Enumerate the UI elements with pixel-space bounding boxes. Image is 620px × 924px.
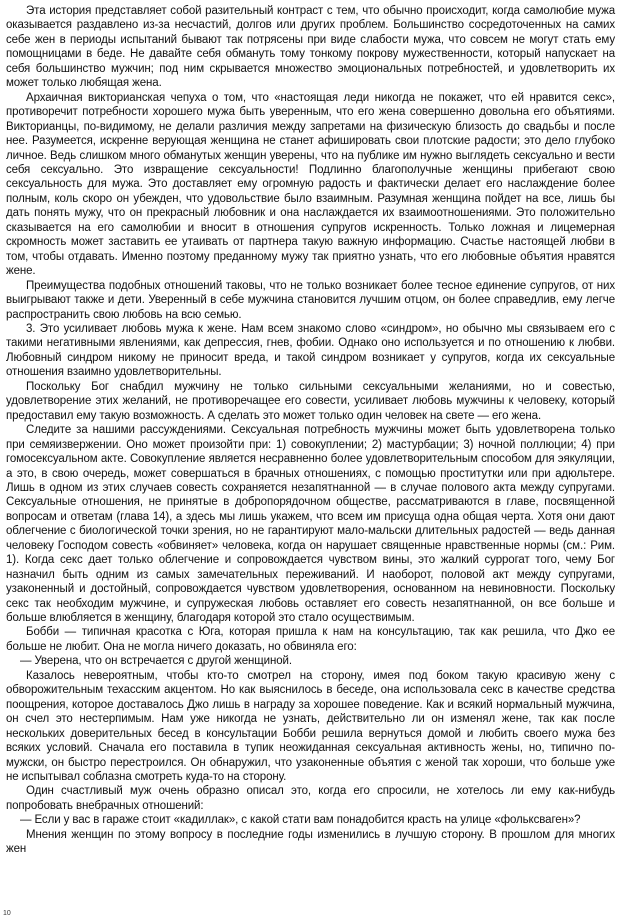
paragraph: Поскольку Бог снабдил мужчину не только сильными сексуальными желаниями, но и совестью, удовлетворение этих желаний, не противоречащее его совести, усиливает любовь мужчины к человеку, который предоставил ему такую возможность. А сделать это может только один человек на свете — его жена.	[6, 380, 615, 422]
document-page	[6, 4, 615, 857]
dialogue-line: — Если у вас в гараже стоит «кадиллак», с какой стати вам понадобится красть на улице «фольксваген»?	[20, 814, 581, 827]
paragraph: Бобби — типичная красотка с Юга, которая пришла к нам на консультацию, так как решила, что Джо ее больше не любит. Она не могла ничего доказать, но обвиняла его:	[6, 626, 615, 653]
paragraph: Следите за нашими рассуждениями. Сексуальная потребность мужчины может быть удовлетворена только при семяизвержении. Оно может произойти при: 1) совокуплении; 2) мастурбации; 3) ночной поллюции; 4) при гомосексуальном акте. Совокупление является несравненно более удовлетворительным способом для эякуляции, а это, в свою очередь, может совершаться в брачных отношениях, с помощью проститутки или при адюльтере. Лишь в одном из этих случаев совесть сохраняется незапятнанной — в случае полового акта между супругами. Сексуальные отношения, не принятые в добропорядочном обществе, рассматриваются в главе, посвященной вопросам и ответам (глава 14), а здесь мы лишь укажем, что всем им присуща одна общая черта. Хотя они дают облегчение с биологической точки зрения, но не гарантируют мало-мальски длительных радостей — ведь данная человеку Господом совесть «обвиняет» человека, когда он нарушает священные нравственные нормы (см.: Рим. 1). Когда секс дает только облегчение и сопровождается чувством вины, это жалкий суррогат того, чему Бог назначил быть одним из самых замечательных переживаний. И наоборот, половой акт между супругами, узаконенный и достойный, сопровождается чувством удовлетворения, основанном на невиновности. Поскольку секс так необходим мужчине, и супружеская любовь оставляет его совесть незапятнанной, он все больше и больше влюбляется в женщину, благодаря которой это стало осуществимым.	[6, 424, 615, 625]
paragraph: Преимущества подобных отношений таковы, что не только возникает более тесное единение супругов, от них выигрывают также и дети. Уверенный в себе мужчина становится лучшим отцом, он более справедлив, ему легче распространить свою любовь на всю семью.	[6, 279, 615, 321]
paragraph: Казалось невероятным, чтобы кто-то смотрел на сторону, имея под боком такую красивую жену с обворожительным техасским акцентом. Но как выяснилось в беседе, она использовала секс в качестве средства поощрения, которое доставалось Джо лишь в награду за хорошее поведение. Как и всякий нормальный мужчина, он счел это нестерпимым. Нам уже никогда не узнать, действительно ли он изменял жене, так как после нескольких доверительных бесед в консультации Бобби решила вернуться домой и любить своего мужа без всяких условий. Сначала его поставила в тупик неожиданная сексуальная активность жены, но, типично по-мужски, он быстро перестроился. Он обнаружил, что узаконенные объятия с женой так хороши, что больше уже не испытывал соблазна смотреть куда-то на сторону.	[6, 669, 615, 784]
dialogue-line: — Уверена, что он встречается с другой женщиной.	[20, 655, 292, 668]
paragraph: Мнения женщин по этому вопросу в последние годы изменились в лучшую сторону. В прошлом для многих жен	[6, 828, 615, 856]
paragraph: Эта история представляет собой разительный контраст с тем, что обычно происходит, когда самолюбие мужа оказывается раздавлено из-за несчастий, долгов или других проблем. Большинство сосредоточенных на самих себе жен в периоды испытаний бывают так потрясены при виде слабости мужа, что совсем не могут стать ему помощницами в беде. Не давайте себя обмануть тому тонкому покрову мужественности, который напускает на себя большинство мужчин; под ним скрывается множество эмоциональных потребностей, и удовлетворить их может только любящая жена.	[6, 5, 615, 90]
paragraph: 3. Это усиливает любовь мужа к жене. Нам всем знакомо слово «синдром», но обычно мы связываем его с такими негативными явлениями, как депрессия, гнев, фобии. Однако оно используется и по отношению к любви. Любовный синдром никому не приносит вреда, и такой синдром возникает у супругов, когда их сексуальные отношения взаимно удовлетворительны.	[6, 322, 615, 379]
paragraph: Архаичная викторианская чепуха о том, что «настоящая леди никогда не покажет, что ей нравится секс», противоречит потребности хорошего мужа быть уверенным, что его жена совершенно довольна его объятиями. Викторианцы, по-видимому, не делали различия между запретами на физическую близость до свадьбы и после нее. Разумеется, искренне верующая женщина не станет афишировать свои плотские радости; это дело глубоко личное. Ведь слишком много обманутых женщин уверены, что на публике им нужно выглядеть сексуально и вести себя сексуально. Это извращение сексуальности! Подлинно благополучные женщины прибегают свою сексуальность для мужа. Это доставляет ему огромную радость и фактически делает его наслаждение более полным, коль скоро он убежден, что удовольствие было взаимным. Разумная женщина пойдет на все, лишь бы дать понять мужу, что он прекрасный любовник и она наслаждается их взаимоотношениями. Это положительно сказывается на его самолюбии и вносит в отношения супругов искренность. Только ложная и лицемерная скромность может заставить ее утаивать от партнера такую важную информацию. Счастье настоящей любви в том, чтобы отдавать. Именно поэтому преданному мужу так приятно узнать, что его любовные объятия нравятся жене.	[6, 91, 615, 278]
page-number: 10	[3, 910, 11, 917]
paragraph: Один счастливый муж очень образно описал это, когда его спросили, не хотелось ли ему как-нибудь попробовать внебрачных отношений:	[6, 785, 615, 812]
